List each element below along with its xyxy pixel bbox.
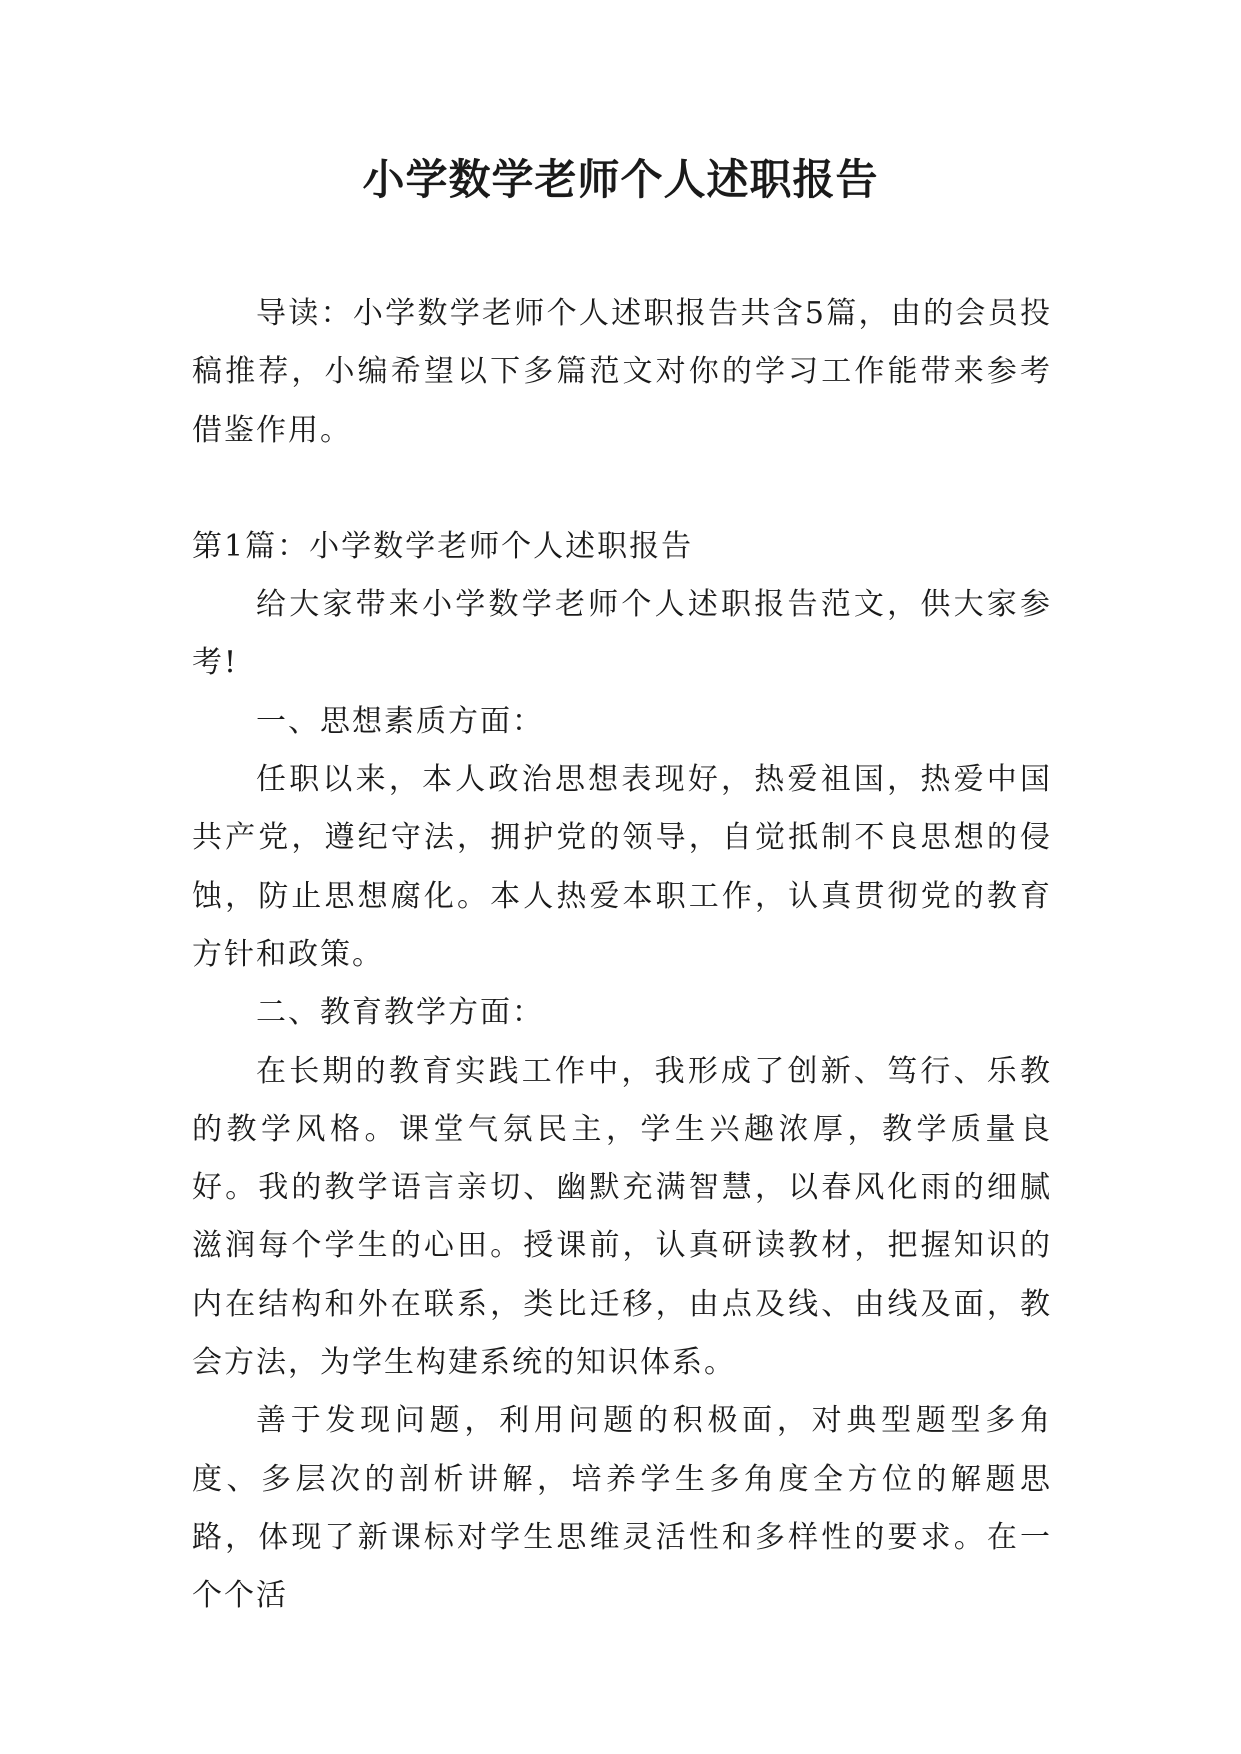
section-heading-2: 二、教育教学方面：: [256, 995, 544, 1031]
section-paragraph-1: 任职以来，本人政治思想表现好，热爱祖国，热爱中国共产党，遵纪守法，拥护党的领导，自觉抵制不良思想的侵蚀，防止思想腐化。本人热爱本职工作，认真贯彻党的教育方针和政策。: [192, 762, 1052, 972]
document-title: 小学数学老师个人述职报告: [362, 155, 879, 204]
chapter-heading: 第1篇：小学数学老师个人述职报告: [192, 528, 694, 564]
section-paragraph-2a: 在长期的教育实践工作中，我形成了创新、笃行、乐教的教学风格。课堂气氛民主，学生兴趣浓厚，教学质量良好。我的教学语言亲切、幽默充满智慧，以春风化雨的细腻滋润每个学生的心田。授课前，认真研读教材，把握知识的内在结构和外在联系，类比迁移，由点及线、由线及面，教会方法，为学生构建系统的知识体系。: [192, 1053, 1052, 1381]
section-paragraph-2b: 善于发现问题，利用问题的积极面，对典型题型多角度、多层次的剖析讲解，培养学生多角度全方位的解题思路，体现了新课标对学生思维灵活性和多样性的要求。在一个个活: [192, 1403, 1052, 1614]
section-heading-1: 一、思想素质方面：: [256, 703, 544, 739]
opening-paragraph: 给大家带来小学数学老师个人述职报告范文，供大家参考!: [192, 587, 1052, 681]
paragraph-gap: [192, 460, 1052, 518]
intro-paragraph: 导读：小学数学老师个人述职报告共含5篇，由的会员投稿推荐，小编希望以下多篇范文对你的学习工作能带来参考借鉴作用。: [192, 296, 1052, 448]
document-body: [192, 285, 1052, 1626]
